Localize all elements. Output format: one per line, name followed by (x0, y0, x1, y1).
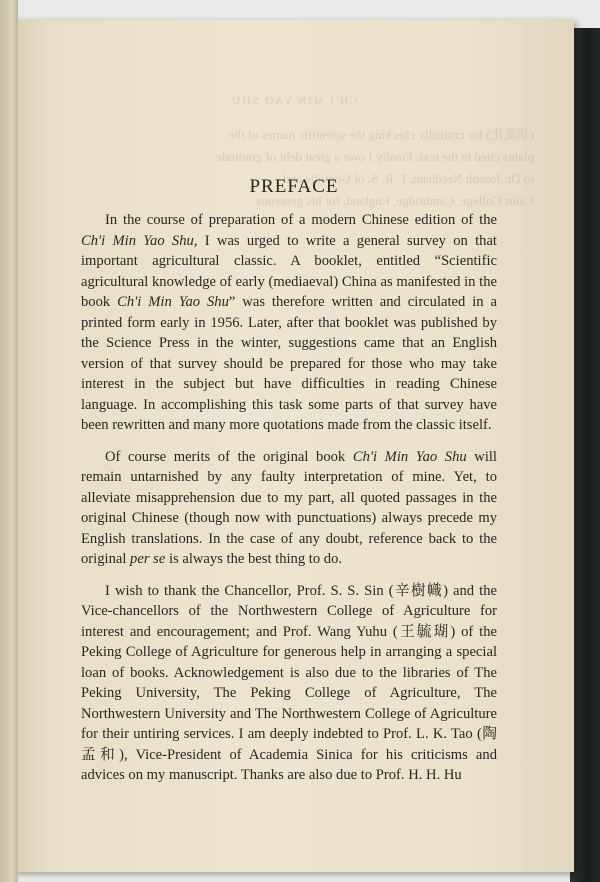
paragraph-2-text-a: Of course merits of the original book (105, 448, 353, 465)
previous-page-edge (0, 0, 18, 882)
ghost-line: Caius College, Cambridge, England, for his generous (256, 193, 534, 208)
book-cover-edge (570, 28, 600, 882)
paragraph-1-text-c: ” was therefore written and circulated in a printed form early in 1956. Later, after that booklet was published by the Science Press in the winter, suggestions came that an English version of that survey should be prepared for those who may take interest in the subject but have difficulties in reading Chinese language. In accomplishing this task some parts of that survey have been rewritten and many more quotations made from the classic itself. (81, 294, 497, 433)
paragraph-1 (81, 210, 497, 436)
ghost-running-head: CH'I MIN YAO SHU (230, 95, 358, 107)
book-page (14, 20, 574, 872)
paragraph-2 (81, 447, 497, 570)
paragraph-1-text-a: In the course of preparation of a modern Chinese edition of the (105, 212, 497, 228)
book-title-italic: Ch'i Min Yao Shu (352, 448, 467, 465)
ghost-line: (胡亂化) for critically checking the scientific names of the (228, 127, 534, 142)
paragraph-3: I wish to thank the Chancellor, Prof. S. S. Sin (辛樹幟) and the Vice-chancellors of the Northwestern College of Agriculture for interest and encouragement; and Prof. Wang Yuhu (王毓瑚) of the Peking College of Agriculture for generous help in arranging a special loan of books. Acknowledgement is also due to the libraries of The Peking University, The Peking College of Agriculture, The Northwestern University and The Northwestern College of Agriculture for their untiring services. I am deeply indebted to Prof. L. K. Tao (陶孟和), Vice-President of Academia Sinica for his criticisms and advices on my manuscript. Thanks are also due to Prof. H. H. Hu (81, 582, 497, 783)
paragraph-1-text-b: I was urged to write a general survey on that important agricultural classic. A booklet, entitled “Scientific agricultural knowledge of early (mediaeval) China as manifested in the book (81, 232, 497, 310)
book-title-italic: Ch'i Min Yao Shu, (81, 232, 198, 249)
ghost-line: plants cited in the text. Finally I owe a great debt of gratitude (215, 149, 534, 164)
page-title: PREFACE (249, 176, 339, 197)
per-se-italic: per se (130, 551, 166, 567)
paragraph-2-text-c: is always the best thing to do. (165, 551, 343, 567)
book-title-italic: Ch'i Min Yao Shu (117, 294, 229, 310)
ghost-line: to Dr. Joseph Needham, F. R. S. of Gonville and (283, 171, 534, 186)
preface-body (81, 210, 497, 797)
paragraph-2-text-b: will remain untarnished by any faulty interpretation of mine. Yet, to alleviate misapprehension due to my part, all quoted passages in the original Chinese (though now with punctuations) always precede my English translations. In the case of any doubt, reference back to the original (81, 448, 497, 567)
